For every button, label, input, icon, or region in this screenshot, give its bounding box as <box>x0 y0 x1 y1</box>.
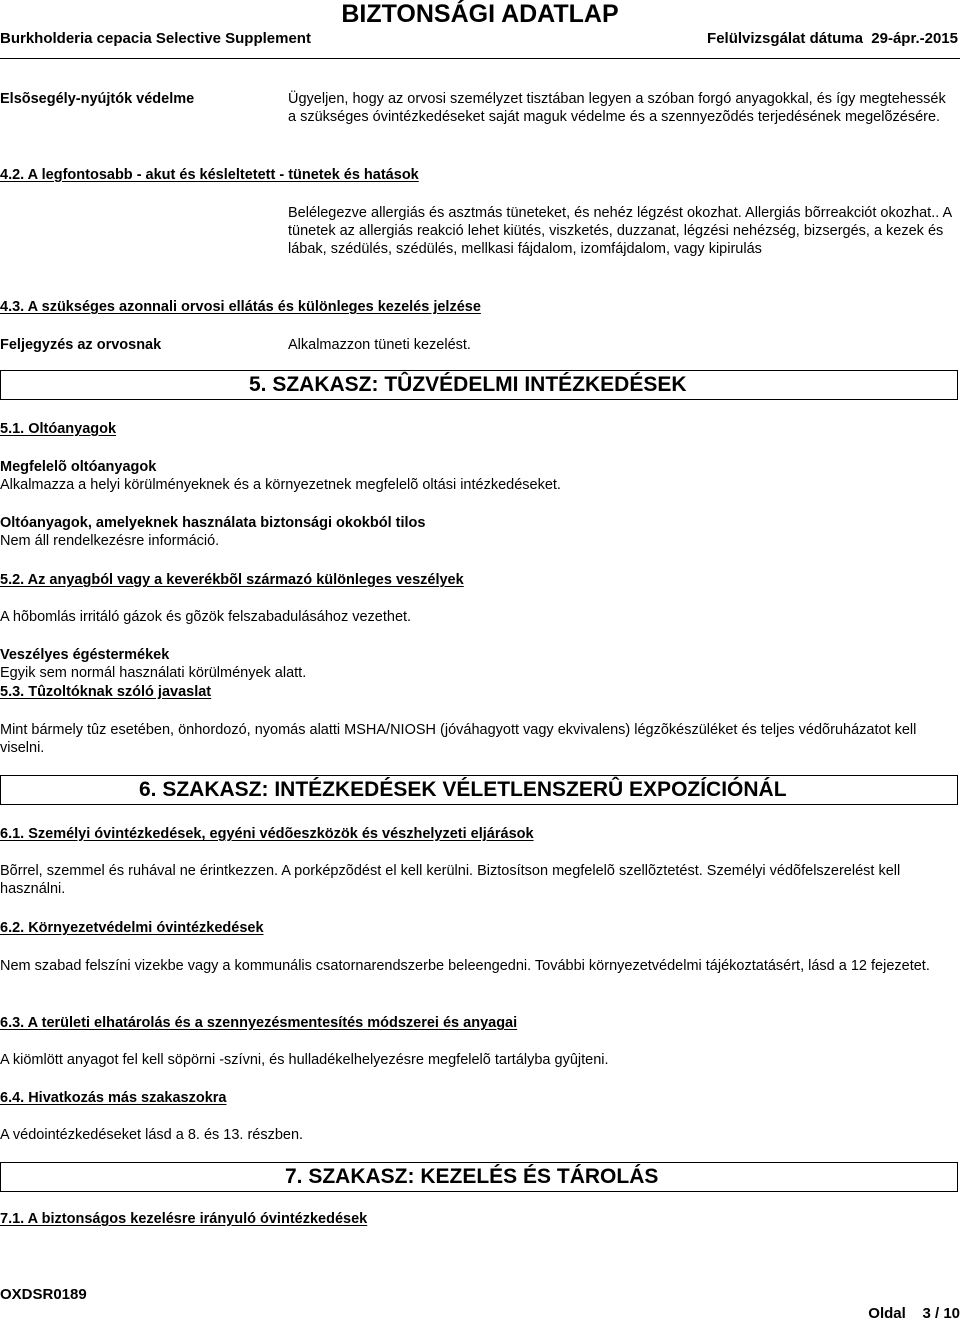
suitable-media-text: Alkalmazza a helyi körülményeknek és a környezetnek megfelelõ oltási intézkedéseket. <box>0 477 561 493</box>
product-name: Burkholderia cepacia Selective Supplement <box>0 30 311 47</box>
header-divider <box>0 58 960 59</box>
containment-methods-text: A kiömlött anyagot fel kell söpörni -szívni, és hulladékelhelyezésre megfelelõ tartályba gyûjteni. <box>0 1052 609 1068</box>
revision-info <box>707 30 958 48</box>
note-to-physician-text: Alkalmazzon tüneti kezelést. <box>288 337 471 353</box>
subsection-5-3-heading: 5.3. Tûzoltóknak szóló javaslat <box>0 684 212 700</box>
section-5-header-box <box>0 370 958 400</box>
revision-label: Felülvizsgálat dátuma <box>707 30 863 47</box>
symptoms-text: Belélegezve allergiás és asztmás tüneteket, és nehéz légzést okozhat. Allergiás bõrreakciót okozhat.. A tünetek az allergiás reakció lehet kiütés, viszketés, duzzanat, légzési nehézség, bizsergés, a kezek és lábak, szédülés, szédülés, mellkasi fájdalom, izomfájdalom, vagy kipirulás <box>288 205 952 257</box>
revision-date: 29-ápr.-2015 <box>871 30 958 47</box>
firefighter-advice-text: Mint bármely tûz esetében, önhordozó, nyomás alatti MSHA/NIOSH (jóváhagyott vagy ekvivalens) légzõkészüléket és teljes védõruházatot kell viselni. <box>0 722 917 756</box>
subsection-4-3-heading: 4.3. A szükséges azonnali orvosi ellátás és különleges kezelés jelzése <box>0 299 481 315</box>
section-5-title: 5. SZAKASZ: TÛZVÉDELMI INTÉZKEDÉSEK <box>249 373 687 396</box>
suitable-media-label: Megfelelõ oltóanyagok <box>0 459 157 475</box>
page-number <box>868 1305 960 1323</box>
subsection-7-1-heading: 7.1. A biztonságos kezelésre irányuló óvintézkedések <box>0 1211 368 1227</box>
document-code: OXDSR0189 <box>0 1286 87 1303</box>
environmental-precautions-text: Nem szabad felszíni vizekbe vagy a kommunális csatornarendszerbe beleengedni. További környezetvédelmi tájékoztatásért, lásd a 12 fejezetet. <box>0 958 930 974</box>
subsection-5-1-heading: 5.1. Oltóanyagok <box>0 421 117 437</box>
subsection-6-2-heading: 6.2. Környezetvédelmi óvintézkedések <box>0 920 264 936</box>
unsuitable-media-label: Oltóanyagok, amelyeknek használata biztonsági okokból tilos <box>0 515 426 531</box>
first-aid-protection-label: Elsõsegély-nyújtók védelme <box>0 91 195 107</box>
combustion-products-label: Veszélyes égéstermékek <box>0 647 170 663</box>
subsection-6-4-heading: 6.4. Hivatkozás más szakaszokra <box>0 1090 227 1106</box>
subsection-6-3-heading: 6.3. A területi elhatárolás és a szennyezésmentesítés módszerei és anyagai <box>0 1015 518 1031</box>
first-aid-protection-text: Ügyeljen, hogy az orvosi személyzet tisztában legyen a szóban forgó anyagokkal, és így megtehessék a szükséges óvintézkedéseket saját maguk védelme és a szennyezõdés terjedésének megelõzésére. <box>288 91 946 125</box>
page-label: Oldal <box>868 1305 906 1322</box>
section-7-title: 7. SZAKASZ: KEZELÉS ÉS TÁROLÁS <box>285 1165 659 1188</box>
subsection-5-2-heading: 5.2. Az anyagból vagy a keverékbõl származó különleges veszélyek <box>0 572 464 588</box>
reference-text: A védointézkedéseket lásd a 8. és 13. részben. <box>0 1127 304 1143</box>
hazard-text: A hõbomlás irritáló gázok és gõzök felszabadulásához vezethet. <box>0 609 412 625</box>
section-6-title: 6. SZAKASZ: INTÉZKEDÉSEK VÉLETLENSZERÛ EXPOZÍCIÓNÁL <box>139 778 787 801</box>
page-count: 3 / 10 <box>922 1305 960 1322</box>
unsuitable-media-text: Nem áll rendelkezésre információ. <box>0 533 220 549</box>
combustion-products-text: Egyik sem normál használati körülmények alatt. <box>0 665 307 681</box>
subsection-6-1-heading: 6.1. Személyi óvintézkedések, egyéni védõeszközök és vészhelyzeti eljárások <box>0 826 534 842</box>
note-to-physician-label: Feljegyzés az orvosnak <box>0 337 162 353</box>
document-title: BIZTONSÁGI ADATLAP <box>341 0 619 28</box>
subsection-4-2-heading: 4.2. A legfontosabb - akut és késleltetett - tünetek és hatások <box>0 167 419 183</box>
section-7-header-box <box>0 1162 958 1192</box>
section-6-header-box <box>0 775 958 805</box>
personal-precautions-text: Bõrrel, szemmel és ruhával ne érintkezzen. A porképzõdést el kell kerülni. Biztosítson megfelelõ szellõztetést. Személyi védõfelszerelést kell használni. <box>0 863 901 897</box>
